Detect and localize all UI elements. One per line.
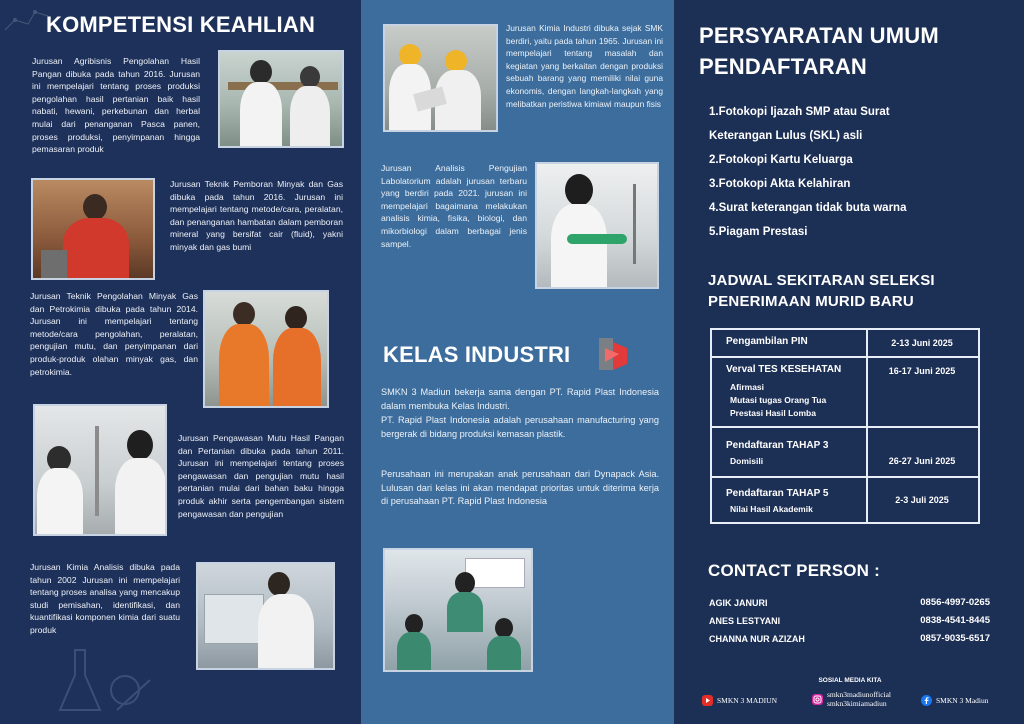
contact-name: AGIK JANURI <box>709 598 768 608</box>
major-desc-tpmgp: Jurusan Teknik Pengolahan Minyak Gas dan Petrokimia dibuka pada tahun 2014. Jurusan ini mempelajari tentang metode/cara pengolahan, peralatan, pengujian mutu, dan penyimpanan dari produk-produk olahan minyak gas, dan petrokimia. <box>30 291 198 377</box>
rapid-plast-logo-icon <box>593 334 633 374</box>
section-title-contact: CONTACT PERSON : <box>708 561 880 580</box>
middle-panel <box>361 0 674 724</box>
section-title-jadwal: JADWAL SEKITARAN SELEKSI PENERIMAAN MURID BARU <box>708 272 935 310</box>
requirement-4: 4.Surat keterangan tidak buta warna <box>709 202 907 214</box>
photo-lab-analysis <box>535 162 659 289</box>
major-desc-pmhpp: Jurusan Pengawasan Mutu Hasil Pangan dan Pertanian dibuka pada tahun 2011. Jurusan ini mempelajari tentang proses pengawasan dan pengujian mutu hasil pertanian mulai dari bahan baku hingga produk akhir serta pengembangan sistem pengawasan dan pengujian <box>178 433 344 519</box>
schedule-label: Pengambilan PIN <box>726 336 808 347</box>
requirement-5: 5.Piagam Prestasi <box>709 226 808 238</box>
schedule-date: 16-17 Juni 2025 <box>888 366 956 376</box>
schedule-sub: Domisili <box>730 456 764 466</box>
schedule-row <box>712 330 978 356</box>
section-title-persyaratan: PERSYARATAN UMUM PENDAFTARAN <box>699 23 939 79</box>
schedule-table <box>710 328 980 524</box>
contact-phone[interactable]: 0857-9035-6517 <box>920 633 990 644</box>
photo-quality-lab <box>33 404 167 536</box>
instagram-label-1: smkn3madiunofficial <box>827 690 892 699</box>
lab-flask-doodle-icon <box>55 640 165 724</box>
schedule-sub: Nilai Hasil Akademik <box>730 504 813 514</box>
facebook-label: SMKN 3 Madiun <box>936 696 989 705</box>
major-desc-kimia-analisis: Jurusan Kimia Analisis dibuka pada tahun 2002 Jurusan ini mempelajari tentang proses analisa yang mencakup studi pemisahan, identifikasi, dan kuantifikasi komponen kimia dari suatu produk <box>30 562 180 635</box>
kelas-industri-p2: PT. Rapid Plast Indonesia adalah perusahaan manufacturing yang bergerak di bidang produksi kemasan plastik. <box>381 415 659 439</box>
photo-industrial-chemistry <box>383 24 498 132</box>
major-desc-apl: Jurusan Analisis Pengujian Labolatorium adalah jurusan terbaru yang berdiri pada 2021. jurusan ini mempelajari bagaimana melakukan analisis kimia, fisika, biologi, dan mikorbiologi dalam berbagai jenis sampel. <box>381 163 527 249</box>
photo-industry-class <box>383 548 533 672</box>
photo-chemical-analysis-lab <box>196 562 335 670</box>
social-youtube[interactable] <box>702 695 777 706</box>
contact-name: CHANNA NUR AZIZAH <box>709 634 805 644</box>
schedule-sub: Mutasi tugas Orang Tua <box>730 395 827 405</box>
requirement-3: 3.Fotokopi Akta Kelahiran <box>709 178 851 190</box>
contact-phone[interactable]: 0856-4997-0265 <box>920 597 990 608</box>
schedule-sub: Prestasi Hasil Lomba <box>730 408 816 418</box>
photo-drilling-workshop <box>31 178 155 280</box>
instagram-icon <box>812 694 823 705</box>
schedule-label: Pendaftaran TAHAP 5 <box>726 488 829 499</box>
social-instagram[interactable] <box>812 691 891 708</box>
requirement-2: 2.Fotokopi Kartu Keluarga <box>709 154 853 166</box>
photo-petrochem-lab <box>203 290 329 408</box>
left-panel <box>0 0 361 724</box>
kelas-industri-p1: SMKN 3 Madiun bekerja sama dengan PT. Rapid Plast Indonesia dalam membuka Kelas Industri. <box>381 387 659 411</box>
schedule-row <box>712 476 978 524</box>
social-facebook[interactable] <box>921 695 989 706</box>
schedule-label: Pendaftaran TAHAP 3 <box>726 440 829 451</box>
schedule-label: Verval TES KESEHATAN <box>726 364 842 375</box>
major-desc-tpmg: Jurusan Teknik Pemboran Minyak dan Gas dibuka pada tahun 2016. Jurusan ini mempelajari tentang metode/cara, peralatan, dan penanganan hambatan dalam pemboran mineral yang bersifat cair (fluid), yakni minyak dan gas bumi <box>170 179 343 252</box>
schedule-date: 26-27 Juni 2025 <box>888 456 956 466</box>
contact-phone[interactable]: 0838-4541-8445 <box>920 615 990 626</box>
section-title-kompetensi: KOMPETENSI KEAHLIAN <box>46 12 316 37</box>
schedule-row <box>712 426 978 476</box>
requirement-1b: Keterangan Lulus (SKL) asli <box>709 130 863 142</box>
major-desc-aphp: Jurusan Agribisnis Pengolahan Hasil Pangan dibuka pada tahun 2016. Jurusan ini mempelajari tentang proses produksi pengolahan hasil pertanian baik hasil nabati, hewani, perkebunan dan herbal mulai dari penanganan Pasca panen, proses produksi, penyimpanan hingga pemasaran produk <box>32 56 200 155</box>
contact-name: ANES LESTYANI <box>709 616 781 626</box>
facebook-icon <box>921 695 932 706</box>
social-media-title: SOSIAL MEDIA KITA <box>818 677 882 684</box>
section-title-kelas-industri: KELAS INDUSTRI <box>383 342 571 367</box>
requirement-1a: 1.Fotokopi Ijazah SMP atau Surat <box>709 106 890 118</box>
schedule-row <box>712 356 978 426</box>
schedule-sub: Afirmasi <box>730 382 765 392</box>
schedule-date: 2-13 Juni 2025 <box>891 338 953 348</box>
major-desc-kimia-industri: Jurusan Kimia Industri dibuka sejak SMK berdiri, yaitu pada tahun 1965. Jurusan ini mempelajari tentang masalah dan kegiatan yang berkaitan dengan produksi sebuah barang yang memiliki nilai guna ekonomis, dengan langkah-langkah yang melibatkan peristiwa kimiawi maupun fisis <box>506 23 663 109</box>
instagram-label-2: smkn3kimiamadiun <box>827 698 887 708</box>
youtube-label: SMKN 3 MADIUN <box>717 696 778 705</box>
photo-food-lab <box>218 50 344 148</box>
schedule-divider <box>866 428 868 476</box>
instagram-accounts <box>827 691 891 708</box>
youtube-icon <box>702 695 713 706</box>
kelas-industri-p3: Perusahaan ini merupakan anak perusahaan dari Dynapack Asia. Lulusan dari kelas ini akan mendapat prioritas untuk diterima kerja di perusahaan PT. Rapid Plast Indonesia <box>381 469 659 506</box>
schedule-date: 2-3 Juli 2025 <box>895 495 949 505</box>
